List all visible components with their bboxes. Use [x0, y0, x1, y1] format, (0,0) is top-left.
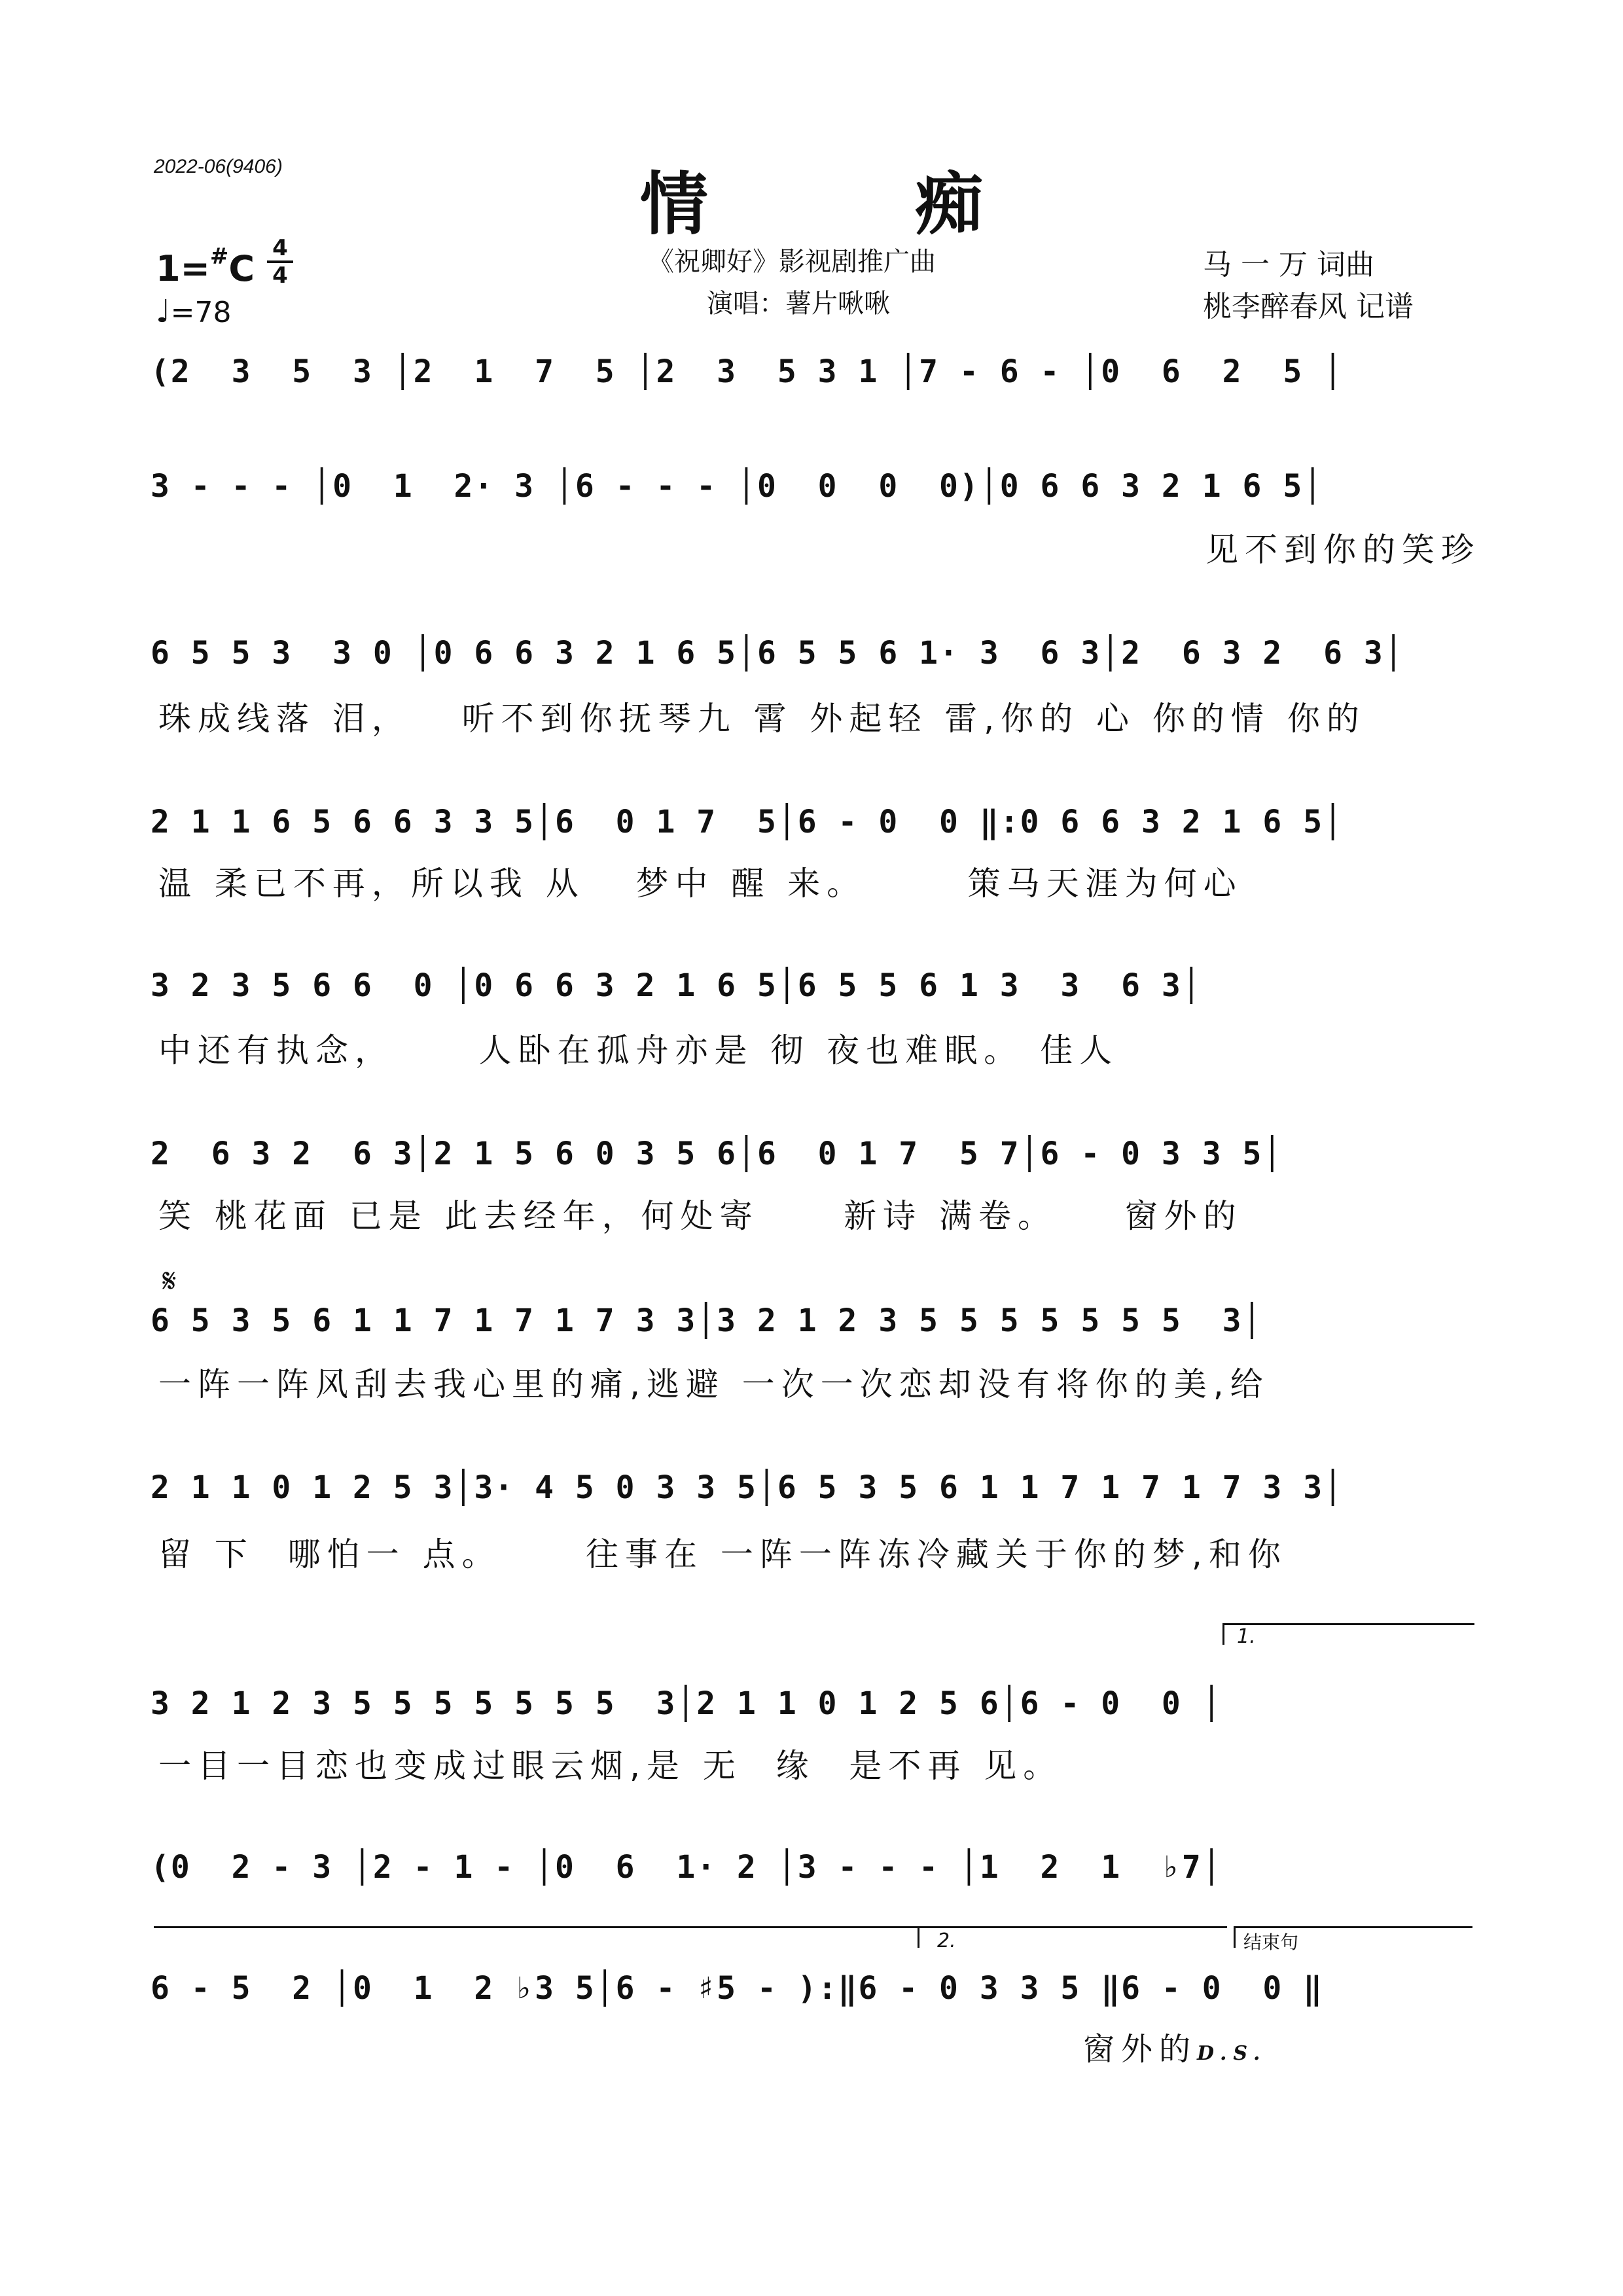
ds-lyric: 窗外的 — [1083, 2031, 1198, 2068]
score-line-2-notes: 3 - - - │0 1 2· 3 │6 - - - │0 0 0 0)│0 6 6 3 2 1 6 5│ — [151, 468, 1324, 505]
score-line-6-lyrics: 笑 桃花面 已是 此去经年，何处寄 新诗 满卷。 窗外的 — [158, 1197, 1243, 1235]
subtitle: 《祝卿好》影视剧推广曲 — [648, 247, 936, 277]
score-line-9-lyrics: 一目一目恋也变成过眼云烟,是 无 缘 是不再 见。 — [158, 1747, 1063, 1785]
document-id: 2022-06(9406) — [154, 156, 283, 177]
song-title: 情 痴 — [639, 164, 1075, 244]
score-line-8-notes: 2 1 1 0 1 2 5 3│3· 4 5 0 3 3 5│6 5 3 5 6 1 1 7 1 7 1 7 3 3│ — [151, 1469, 1344, 1506]
score-line-2-lyrics: 见不到你的笑珍 — [1205, 531, 1480, 569]
score-line-3-lyrics: 珠成线落 泪， 听不到你抚琴九 霄 外起轻 雷,你的 心 你的情 你的 — [158, 700, 1366, 738]
score-line-7-lyrics: 一阵一阵风刮去我心里的痛,逃避 一次一次恋却没有将你的美,给 — [158, 1365, 1270, 1403]
key-letter: C — [228, 248, 255, 289]
volta-bracket-2 — [918, 1926, 1227, 1948]
score-line-9-notes: 3 2 1 2 3 5 5 5 5 5 5 5 3│2 1 1 0 1 2 5 6│6 - 0 0 │ — [151, 1685, 1222, 1722]
interlude-line — [154, 1926, 919, 1928]
ds-marking: D.S. — [1197, 2042, 1267, 2065]
ending-label: 结束句 — [1243, 1931, 1299, 1953]
singer-credit: 演唱：薯片啾啾 — [707, 289, 890, 319]
transcriber-credit: 桃李醉春风 记谱 — [1203, 290, 1414, 323]
score-line-7-notes: 6 5 3 5 6 1 1 7 1 7 1 7 3 3│3 2 1 2 3 5 5 5 5 5 5 5 3│ — [151, 1302, 1263, 1339]
score-line-4-lyrics: 温 柔已不再，所以我 从 梦中 醒 来。 策马天涯为何心 — [158, 865, 1243, 903]
time-signature — [267, 237, 293, 287]
score-line-8-lyrics: 留 下 哪怕一 点。 往事在 一阵一阵冻冷藏关于你的梦,和你 — [158, 1535, 1287, 1573]
score-line-6-notes: 2 6 3 2 6 3│2 1 5 6 0 3 5 6│6 0 1 7 5 7│6 - 0 3 3 5│ — [151, 1136, 1283, 1172]
key-prefix: 1= — [156, 248, 210, 289]
composer-credit: 马 一 万 词曲 — [1203, 248, 1374, 281]
score-line-1-notes: (2 3 5 3 │2 1 7 5 │2 3 5 3 1 │7 - 6 - │0 6 2 5 │ — [151, 353, 1344, 390]
volta-bracket-1 — [1222, 1623, 1474, 1645]
time-denominator: 4 — [272, 262, 288, 289]
score-line-3-notes: 6 5 5 3 3 0 │0 6 6 3 2 1 6 5│6 5 5 6 1· 3 6 3│2 6 3 2 6 3│ — [151, 635, 1404, 672]
score-line-11-notes: 6 - 5 2 │0 1 2 ♭3 5│6 - ♯5 - ):‖6 - 0 3 3 5 ‖6 - 0 0 ‖ — [151, 1970, 1324, 2007]
tempo-marking — [156, 293, 232, 330]
segno-icon: 𝄋 — [162, 1262, 177, 1300]
score-line-5-notes: 3 2 3 5 6 6 0 │0 6 6 3 2 1 6 5│6 5 5 6 1 3 3 6 3│ — [151, 967, 1202, 1004]
score-line-5-lyrics: 中还有执念， 人卧在孤舟亦是 彻 夜也难眠。 佳人 — [158, 1031, 1119, 1069]
tempo-value: =78 — [170, 296, 232, 329]
time-numerator: 4 — [272, 235, 288, 261]
sharp-icon: # — [209, 243, 229, 270]
score-line-10-notes: (0 2 - 3 │2 - 1 - │0 6 1· 2 │3 - - - │1 2 1 ♭7│ — [151, 1849, 1222, 1886]
score-line-11-lyrics — [1083, 2024, 1266, 2069]
volta-2-label: 2. — [937, 1929, 956, 1952]
key-signature — [156, 243, 255, 289]
quarter-note-icon: ♩ — [156, 293, 171, 330]
score-line-4-notes: 2 1 1 6 5 6 6 3 3 5│6 0 1 7 5│6 - 0 0 ‖:0 6 6 3 2 1 6 5│ — [151, 804, 1344, 840]
volta-1-label: 1. — [1237, 1625, 1256, 1648]
